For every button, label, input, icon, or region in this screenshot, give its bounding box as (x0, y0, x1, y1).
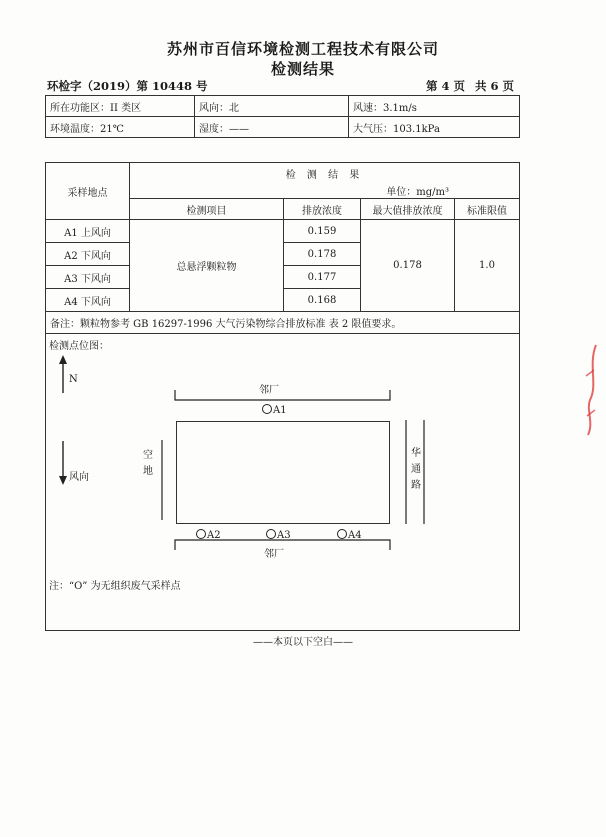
limit-cell: 1.0 (455, 220, 520, 312)
report-number: 环检字（2019）第 10448 号 (47, 79, 208, 93)
page-number: 第 4 页 (426, 79, 466, 93)
site-a4: A4 下风向 (46, 289, 130, 312)
point-a1-label: A1 (273, 405, 287, 416)
temperature-cell: 环境温度：21℃ (46, 117, 195, 138)
humidity-cell: 湿度：—— (195, 117, 349, 138)
point-a2-label: A2 (207, 530, 221, 541)
value-a4: 0.168 (284, 289, 361, 312)
value-a3: 0.177 (284, 266, 361, 289)
results-section-header (130, 163, 520, 199)
road-char-3: 路 (411, 480, 421, 491)
page-total: 共 6 页 (475, 79, 515, 93)
company-title: 苏州市百信环境检测工程技术有限公司 (166, 40, 439, 58)
point-a3-label: A3 (277, 530, 291, 541)
value-a1: 0.159 (284, 220, 361, 243)
wind-speed-cell: 风速：3.1m/s (349, 96, 520, 117)
top-neighbor-bracket (174, 390, 394, 402)
left-side-char-2: 地 (143, 466, 153, 477)
north-label: N (69, 374, 78, 385)
map-legend: 注：“O” 为无组织废气采样点 (49, 581, 181, 592)
site-a3: A3 下风向 (46, 266, 130, 289)
results-table (45, 162, 520, 334)
north-arrow-icon (59, 355, 67, 393)
wind-label: 风向 (69, 472, 89, 483)
left-side-label (142, 448, 154, 480)
remarks: 备注：颗粒物参考 GB 16297-1996 大气污染物综合排放标准 表 2 限值要求。 (46, 312, 520, 334)
map-title: 检测点位图： (49, 341, 109, 352)
bottom-neighbor-bracket (174, 539, 394, 551)
bottom-neighbor-label: 邻厂 (264, 549, 284, 560)
item-header: 检测项目 (130, 199, 284, 220)
blank-below-note: ——本页以下空白—— (253, 637, 353, 648)
sampling-point-icon (266, 529, 276, 539)
sampling-point-icon (337, 529, 347, 539)
unit-label: 单位：mg/m³ (386, 187, 449, 198)
road-label (410, 446, 422, 494)
seal-stamp-icon (582, 340, 600, 440)
emission-header: 排放浓度 (284, 199, 361, 220)
conditions-table (45, 95, 520, 138)
limit-header: 标准限值 (455, 199, 520, 220)
point-a1 (262, 404, 287, 416)
page-subtitle: 检测结果 (270, 60, 335, 78)
section-title: 检 测 结 果 (285, 170, 364, 181)
zone-cell: 所在功能区：II 类区 (46, 96, 195, 117)
wind-direction-cell: 风向：北 (195, 96, 349, 117)
value-a2: 0.178 (284, 243, 361, 266)
site-header: 采样地点 (46, 163, 130, 220)
sampling-point-icon (196, 529, 206, 539)
left-side-char-1: 空 (143, 450, 153, 461)
max-cell: 0.178 (361, 220, 455, 312)
road-char-2: 通 (411, 464, 421, 475)
wind-arrow-icon (59, 441, 67, 485)
site-a2: A2 下风向 (46, 243, 130, 266)
site-a1: A1 上风向 (46, 220, 130, 243)
point-a4-label: A4 (348, 530, 362, 541)
road-char-1: 华 (411, 448, 421, 459)
pressure-cell: 大气压：103.1kPa (349, 117, 520, 138)
item-cell: 总悬浮颗粒物 (130, 220, 284, 312)
sampling-point-icon (262, 404, 272, 414)
top-neighbor-label: 邻厂 (259, 385, 279, 396)
max-header: 最大值排放浓度 (361, 199, 455, 220)
site-boundary (176, 421, 390, 524)
left-side-line (158, 440, 166, 522)
